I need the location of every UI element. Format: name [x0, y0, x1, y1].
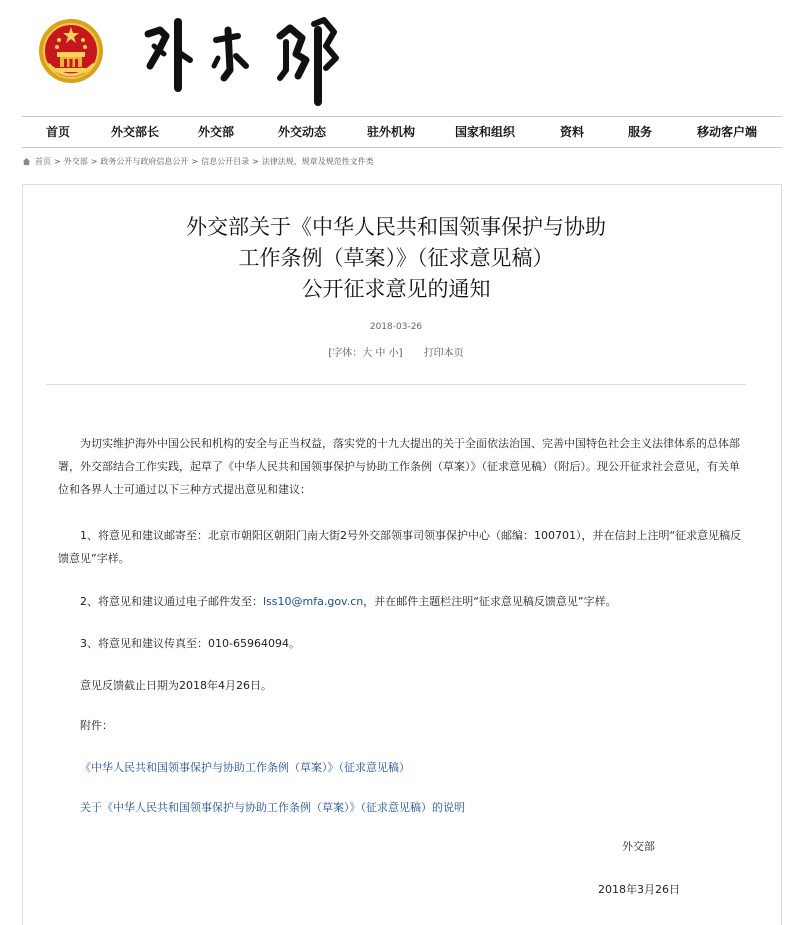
- breadcrumb-ministry[interactable]: 外交部: [63, 157, 88, 166]
- attachment-link-explanation[interactable]: 关于《中华人民共和国领事保护与协助工作条例（草案）》（征求意见稿）的说明: [80, 801, 465, 814]
- nav-item-news[interactable]: 外交动态: [277, 125, 326, 139]
- nav-item-resources[interactable]: 资料: [559, 125, 584, 139]
- font-size-large[interactable]: 大: [362, 348, 373, 359]
- nav-item-services[interactable]: 服务: [627, 125, 652, 139]
- nav-item-home[interactable]: 首页: [45, 125, 70, 139]
- font-size-label: [字体：: [328, 348, 363, 359]
- article-title: [0, 212, 792, 305]
- method-email-prefix: 2、将意见和建议通过电子邮件发至：: [80, 595, 263, 608]
- home-icon: [22, 157, 31, 166]
- breadcrumb-separator: >: [252, 157, 259, 166]
- nav-item-ministry[interactable]: 外交部: [197, 125, 234, 139]
- signature-date: 2018年3月26日: [598, 883, 680, 896]
- signature: 外交部: [622, 840, 655, 853]
- breadcrumb-laws[interactable]: 法律法规、规章及规范性文件类: [261, 157, 374, 166]
- breadcrumb-separator: >: [191, 157, 199, 166]
- breadcrumb-home[interactable]: 首页: [35, 157, 51, 166]
- breadcrumb-separator: >: [54, 157, 61, 166]
- site-logo[interactable]: [130, 6, 350, 106]
- breadcrumb-gov-info[interactable]: 政务公开与政府信息公开: [100, 157, 189, 166]
- main-nav: [22, 116, 782, 148]
- intro-paragraph: 为切实维护海外中国公民和机构的安全与正当权益，落实党的十九大提出的关于全面依法治国、完善中国特色社会主义法律体系的总体部署，外交部结合工作实践，起草了《中华人民共和国领事保护与协助工作条例（草案）》（征求意见稿）（附后）。现公开征求社会意见，有关单位和各界人士可通过以下三种方式提出意见和建议：: [58, 437, 740, 496]
- site-header: [0, 0, 792, 116]
- method-fax-paragraph: 3、将意见和建议传真至：010-65964094。: [80, 637, 300, 650]
- article-title-line: 工作条例（草案）》（征求意见稿）: [238, 246, 554, 270]
- breadcrumb-separator: >: [90, 157, 98, 166]
- font-size-close: ]: [398, 348, 403, 359]
- attachment-label: 附件：: [80, 719, 113, 732]
- method-email-suffix: ，并在邮件主题栏注明“征求意见稿反馈意见”字样。: [363, 595, 617, 608]
- feedback-email-link[interactable]: lss10@mfa.gov.cn: [263, 595, 364, 608]
- title-divider: [46, 384, 746, 385]
- national-emblem-icon[interactable]: [38, 18, 104, 84]
- article-tools: [0, 344, 792, 359]
- deadline-paragraph: 意见反馈截止日期为2018年4月26日。: [80, 679, 272, 692]
- nav-item-missions[interactable]: 驻外机构: [366, 125, 415, 139]
- font-size-small[interactable]: 小: [388, 348, 399, 359]
- breadcrumb-catalog[interactable]: 信息公开目录: [201, 157, 250, 166]
- nav-item-minister[interactable]: 外交部长: [110, 125, 159, 139]
- publish-date: 2018-03-26: [369, 322, 423, 332]
- method-mail-paragraph: 1、将意见和建议邮寄至：北京市朝阳区朝阳门南大街2号外交部领事司领事保护中心（邮编：100701），并在信封上注明“征求意见稿反馈意见”字样。: [58, 529, 742, 565]
- print-page-link[interactable]: 打印本页: [423, 348, 464, 359]
- breadcrumb: [22, 156, 374, 167]
- nav-item-mobile-client[interactable]: 移动客户端: [696, 125, 757, 139]
- article-title-line: 公开征求意见的通知: [301, 277, 491, 301]
- attachment-link-draft[interactable]: 《中华人民共和国领事保护与协助工作条例（草案）》（征求意见稿）: [80, 761, 410, 774]
- method-email-paragraph: [58, 590, 748, 613]
- article-title-line: 外交部关于《中华人民共和国领事保护与协助: [186, 215, 606, 239]
- font-size-medium[interactable]: 中: [375, 348, 386, 359]
- nav-item-countries[interactable]: 国家和组织: [454, 125, 515, 139]
